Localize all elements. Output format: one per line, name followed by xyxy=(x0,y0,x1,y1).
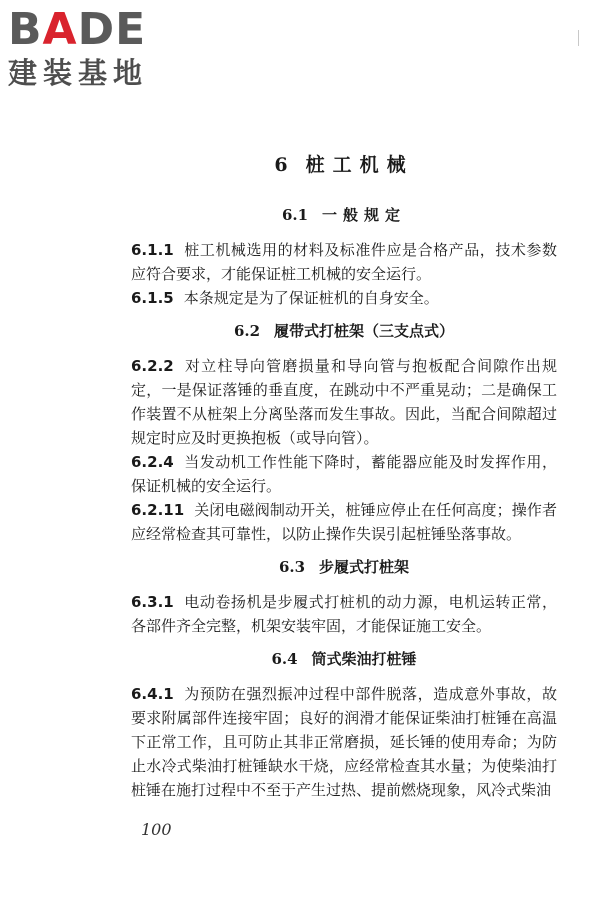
section-number: 6.4 xyxy=(271,650,298,668)
clause-number: 6.3.1 xyxy=(131,593,174,611)
section-heading xyxy=(131,320,557,342)
clause-paragraph xyxy=(131,498,557,546)
clause-number: 6.2.11 xyxy=(131,501,185,519)
chapter-title-text: 桩工机械 xyxy=(305,154,414,176)
chapter-number: 6 xyxy=(274,154,296,176)
clause-text: 桩工机械选用的材料及标准件应是合格产品，技术参数应符合要求，才能保证桩工机械的安全运行。 xyxy=(131,241,557,283)
clause-paragraph xyxy=(131,286,557,310)
logo-letters-pre: B xyxy=(8,4,43,55)
scan-artifact xyxy=(578,30,579,46)
clause-paragraph xyxy=(131,682,557,802)
section-title-text: 履带式打桩架（三支点式） xyxy=(274,322,455,340)
clause-number: 6.4.1 xyxy=(131,685,174,703)
clause-number: 6.2.4 xyxy=(131,453,174,471)
section-title-text: 一般规定 xyxy=(322,206,407,224)
section-heading xyxy=(131,204,557,226)
clause-paragraph xyxy=(131,238,557,286)
clause-paragraph xyxy=(131,450,557,498)
section-number: 6.3 xyxy=(278,558,306,576)
section-heading xyxy=(131,648,557,670)
clause-text: 电动卷扬机是步履式打桩机的动力源，电机运转正常，各部件齐全完整，机架安装牢固，才能保证施工安全。 xyxy=(131,593,557,635)
brand-logo xyxy=(8,6,178,90)
logo-wordmark xyxy=(8,6,178,54)
section-number: 6.2 xyxy=(233,322,261,340)
document-body xyxy=(131,150,557,802)
clause-paragraph xyxy=(131,590,557,638)
logo-letters-post: DE xyxy=(77,4,147,55)
clause-text: 本条规定是为了保证桩机的自身安全。 xyxy=(183,289,439,307)
logo-letter-accent: A xyxy=(42,4,78,55)
section-title-text: 筒式柴油打桩锤 xyxy=(311,650,417,668)
logo-subtitle: 建装基地 xyxy=(8,56,149,90)
clause-number: 6.1.1 xyxy=(131,241,174,259)
section-title-text: 步履式打桩架 xyxy=(319,558,410,576)
clause-text: 当发动机工作性能下降时，蓄能器应能及时发挥作用，保证机械的安全运行。 xyxy=(131,453,557,495)
section-heading xyxy=(131,556,557,578)
clause-text: 为预防在强烈振冲过程中部件脱落，造成意外事故，故要求附属部件连接牢固；良好的润滑才能保证柴油打桩锤在高温下正常工作，且可防止其非正常磨损，延长锤的使用寿命；为防止水冷式柴油打桩锤缺水干烧，应经常检查其水量；为使柴油打桩锤在施打过程中不至于产生过热、提前燃烧现象，风冷式柴油 xyxy=(131,685,557,799)
clause-text: 关闭电磁阀制动开关，桩锤应停止在任何高度；操作者应经常检查其可靠性，以防止操作失误引起桩锤坠落事故。 xyxy=(131,501,557,543)
chapter-title xyxy=(131,150,557,180)
clause-paragraph xyxy=(131,354,557,450)
page-number: 100 xyxy=(141,820,172,839)
clause-number: 6.2.2 xyxy=(131,357,174,375)
clause-text: 对立柱导向管磨损量和导向管与抱板配合间隙作出规定，一是保证落锤的垂直度，在跳动中不严重晃动；二是确保工作装置不从桩架上分离坠落而发生事故。因此，当配合间隙超过规定时应及时更换抱板（或导向管）。 xyxy=(131,357,557,447)
section-number: 6.1 xyxy=(281,206,309,224)
clause-number: 6.1.5 xyxy=(131,289,174,307)
